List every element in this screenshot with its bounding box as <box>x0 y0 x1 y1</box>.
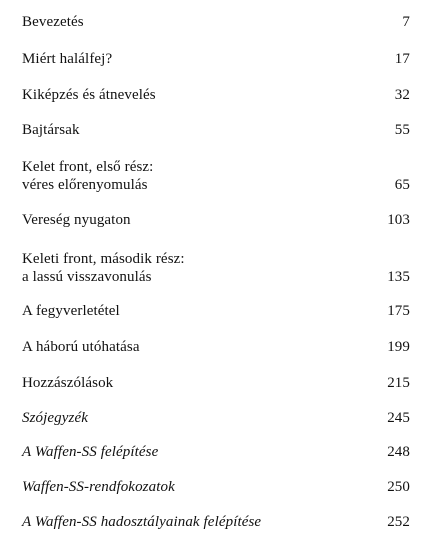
toc-entry-title <box>22 250 342 286</box>
toc-entry-title-line: Bajtársak <box>22 122 80 138</box>
toc-entry <box>22 250 410 286</box>
toc-entry <box>22 374 410 392</box>
toc-entry-title-line: Hozzászólások <box>22 375 114 391</box>
toc-entry-page: 215 <box>387 375 410 391</box>
toc-entry <box>22 121 410 139</box>
toc-entry-title-line: Kelet front, első rész: <box>22 159 154 175</box>
toc-entry-title-line: Kiképzés és átnevelés <box>22 87 156 103</box>
toc-entry-title <box>22 121 342 139</box>
toc-entry-title-line: Vereség nyugaton <box>22 212 131 228</box>
toc-entry <box>22 409 410 427</box>
toc-entry-title-line: Waffen-SS-rendfokozatok <box>22 479 175 495</box>
toc-entry-title-line: Miért halálfej? <box>22 51 113 67</box>
toc-entry-title-line: A Waffen-SS hadosztályainak felépítése <box>22 514 262 530</box>
toc-entry <box>22 86 410 104</box>
toc-entry <box>22 443 410 461</box>
toc-entry-title-line: a lassú visszavonulás <box>22 269 152 285</box>
toc-entry-title-line: véres előrenyomulás <box>22 177 148 193</box>
toc-entry-title <box>22 158 342 194</box>
toc-entry-page: 55 <box>394 122 410 138</box>
toc-entry <box>22 513 410 531</box>
toc-entry-title <box>22 211 342 229</box>
toc-entry-page: 7 <box>402 14 410 30</box>
toc-entry-title-line: A Waffen-SS felépítése <box>22 444 159 460</box>
toc-entry-title <box>22 338 342 356</box>
toc-entry-title-line: A háború utóhatása <box>22 339 140 355</box>
toc-entry-title <box>22 409 342 427</box>
toc-entry-title-line: A fegyverletétel <box>22 303 120 319</box>
toc-entry-title <box>22 302 342 320</box>
toc-entry-title <box>22 50 342 68</box>
toc-entry <box>22 338 410 356</box>
toc-entry-page: 32 <box>394 87 410 103</box>
toc-entry-page: 17 <box>394 51 410 67</box>
toc-entry-title-line: Szójegyzék <box>22 410 88 426</box>
toc-entry-title-line: Keleti front, második rész: <box>22 251 185 267</box>
toc-entry-page: 199 <box>387 339 410 355</box>
toc-entry-title <box>22 13 342 31</box>
toc-entry-page: 252 <box>387 514 410 530</box>
toc-entry-page: 103 <box>387 212 410 228</box>
toc-entry-page: 245 <box>387 410 410 426</box>
toc-entry-page: 250 <box>387 479 410 495</box>
toc-entry <box>22 50 410 68</box>
toc-entry-page: 175 <box>387 303 410 319</box>
toc-entry-title <box>22 478 342 496</box>
toc-entry <box>22 478 410 496</box>
toc-entry-page: 248 <box>387 444 410 460</box>
toc-entry-title <box>22 513 342 531</box>
toc-entry-title <box>22 443 342 461</box>
toc-entry <box>22 13 410 31</box>
toc-entry-title <box>22 86 342 104</box>
toc-entry-page: 135 <box>387 269 410 285</box>
toc-entry-title-line: Bevezetés <box>22 14 84 30</box>
toc-entry-title <box>22 374 342 392</box>
toc-entry-page: 65 <box>394 177 410 193</box>
toc-entry <box>22 158 410 194</box>
toc-entry <box>22 211 410 229</box>
toc-entry <box>22 302 410 320</box>
